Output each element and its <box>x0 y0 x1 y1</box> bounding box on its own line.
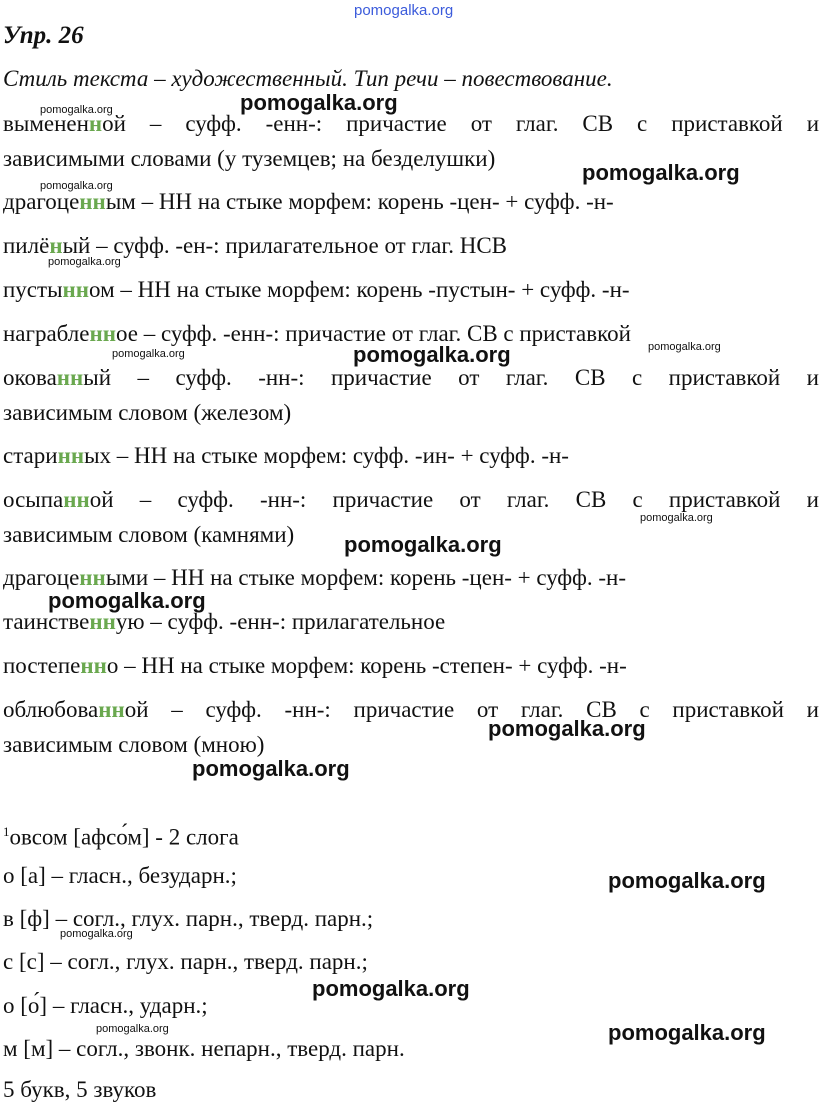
watermark: pomogalka.org <box>488 716 646 741</box>
entry-line: постепенно – НН на стыке морфем: корень -степен- + суфф. -н- <box>3 653 627 678</box>
entry-continuation: зависимым словом (железом) <box>3 400 292 425</box>
phonetic-row: о [о́] – гласн., ударн.; <box>3 993 208 1018</box>
watermark: pomogalka.org <box>312 976 470 1001</box>
entry-continuation: зависимым словом (камнями) <box>3 522 295 547</box>
entry-line: драгоценным – НН на стыке морфем: корень -цен- + суфф. -н- <box>3 189 614 214</box>
watermark: pomogalka.org <box>48 256 121 268</box>
entry-continuation: зависимым словом (мною) <box>3 732 265 757</box>
watermark: pomogalka.org <box>48 588 206 613</box>
exercise-title: Упр. 26 <box>3 22 84 49</box>
watermark: pomogalka.org <box>240 90 398 115</box>
entry-line: драгоценными – НН на стыке морфем: корень -цен- + суфф. -н- <box>3 565 627 590</box>
phonetic-row: в [ф] – согл., глух. парн., тверд. парн.; <box>3 906 374 931</box>
entry-line: таинственную – суфф. -енн-: прилагательное <box>3 609 446 634</box>
watermark: pomogalka.org <box>353 342 511 367</box>
phonetic-summary: 5 букв, 5 звуков <box>3 1077 157 1102</box>
watermark: pomogalka.org <box>608 868 766 893</box>
watermark: pomogalka.org <box>608 1020 766 1045</box>
entry-line: окованный – суфф. -нн-: причастие от глаг. СВ с приставкой и <box>3 365 819 390</box>
entry-line: осыпанной – суфф. -нн-: причастие от глаг. СВ с приставкой и <box>3 487 819 512</box>
entry-line: облюбованной – суфф. -нн-: причастие от глаг. СВ с приставкой и <box>3 697 819 722</box>
entry-continuation: зависимыми словами (у туземцев; на безделушки) <box>3 146 496 171</box>
watermark: pomogalka.org <box>112 348 185 360</box>
watermark: pomogalka.org <box>582 160 740 185</box>
phonetic-row: с [с] – согл., глух. парн., тверд. парн.; <box>3 949 368 974</box>
site-header-watermark: pomogalka.org <box>354 2 454 19</box>
watermark: pomogalka.org <box>60 928 133 940</box>
watermark: pomogalka.org <box>640 512 713 524</box>
watermark: pomogalka.org <box>192 756 350 781</box>
phonetic-row: о [а] – гласн., безударн.; <box>3 863 237 888</box>
phonetic-head: $^1$овсом [афсо́м] - 2 слога <box>3 824 239 850</box>
watermark: pomogalka.org <box>344 532 502 557</box>
entry-line: пилёный – суфф. -ен-: прилагательное от глаг. НСВ <box>3 233 508 258</box>
entry-line: вымененной – суфф. -енн-: причастие от глаг. СВ с приставкой и <box>3 111 819 136</box>
text-style-intro: Стиль текста – художественный. Тип речи – повествование. <box>3 66 613 91</box>
watermark: pomogalka.org <box>96 1023 169 1035</box>
watermark: pomogalka.org <box>648 341 721 353</box>
entry-line: старинных – НН на стыке морфем: суфф. -ин- + суфф. -н- <box>3 443 569 468</box>
watermark: pomogalka.org <box>40 104 113 116</box>
entry-line: награбленное – суфф. -енн-: причастие от глаг. СВ с приставкой <box>3 321 631 346</box>
phonetic-row: м [м] – согл., звонк. непарн., тверд. парн. <box>3 1036 405 1061</box>
entry-line: пустынном – НН на стыке морфем: корень -пустын- + суфф. -н- <box>3 277 630 302</box>
watermark: pomogalka.org <box>40 180 113 192</box>
